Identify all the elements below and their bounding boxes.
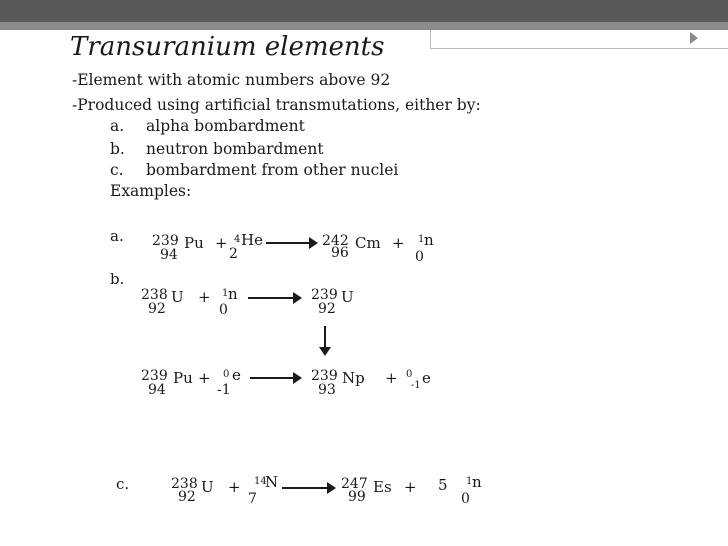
examples-label: Examples:: [110, 182, 192, 200]
cm-symbol: Cm: [355, 234, 381, 252]
plus-sign: +: [198, 288, 211, 306]
plus-sign: +: [392, 234, 405, 252]
reaction-arrow-icon: [248, 297, 300, 299]
neutron-symbol: n: [228, 285, 238, 303]
n14-mass: 14: [254, 476, 267, 487]
u238-mass: 238: [141, 287, 168, 303]
neutron-coefficient: 5: [438, 476, 448, 494]
equation-b-label: b.: [110, 270, 125, 288]
cm242-number: 96: [331, 245, 349, 261]
n14-number: 7: [248, 491, 257, 507]
method-item-nuclei: [110, 161, 398, 179]
np-symbol: Np: [342, 369, 365, 387]
neutron-mass: 1: [418, 234, 425, 245]
u239-mass: 239: [311, 287, 338, 303]
u238-mass: 238: [171, 476, 198, 492]
pu239-mass: 239: [152, 233, 179, 249]
electron-number: -1: [217, 382, 231, 398]
es-symbol: Es: [373, 478, 392, 496]
neutron-number: 0: [415, 249, 424, 265]
pu239-number: 94: [160, 247, 178, 263]
decay-arrow-icon: [324, 326, 326, 354]
es247-number: 99: [348, 489, 366, 505]
bullet-produced-by: -Produced using artificial transmutations, either by:: [72, 96, 481, 114]
u238-number: 92: [178, 489, 196, 505]
plus-sign: +: [215, 234, 228, 252]
neutron-number: 0: [461, 491, 470, 507]
u-symbol: U: [341, 288, 354, 306]
method-text: bombardment from other nuclei: [146, 161, 399, 179]
he-symbol: He: [241, 231, 263, 249]
equation-c-label: c.: [116, 475, 130, 493]
electron-mass: 0: [406, 369, 413, 380]
neutron-number: 0: [219, 302, 228, 318]
header-corner-box: [430, 30, 728, 49]
pu239-number: 94: [148, 382, 166, 398]
electron-symbol: e: [232, 366, 241, 384]
neutron-symbol: n: [424, 231, 434, 249]
electron-number: -1: [411, 380, 421, 391]
header-bar: [0, 0, 728, 22]
method-item-neutron: [110, 140, 324, 158]
neutron-symbol: n: [472, 473, 482, 491]
plus-sign: +: [228, 478, 241, 496]
u-symbol: U: [171, 288, 184, 306]
method-text: neutron bombardment: [146, 140, 324, 158]
triangle-bullet-icon: [690, 32, 698, 44]
slide-title: Transuranium elements: [70, 32, 385, 62]
pu-symbol: Pu: [173, 369, 193, 387]
u239-number: 92: [318, 301, 336, 317]
np239-mass: 239: [311, 368, 338, 384]
es247-mass: 247: [341, 476, 368, 492]
electron-mass: 0: [223, 369, 230, 380]
reaction-arrow-icon: [282, 487, 334, 489]
bullet-atomic-numbers: -Element with atomic numbers above 92: [72, 71, 391, 89]
he4-mass: 4: [234, 234, 241, 245]
method-text: alpha bombardment: [146, 117, 305, 135]
plus-sign: +: [385, 369, 398, 387]
plus-sign: +: [404, 478, 417, 496]
neutron-mass: 1: [466, 476, 473, 487]
reaction-arrow-icon: [266, 242, 316, 244]
u238-number: 92: [148, 301, 166, 317]
u-symbol: U: [201, 478, 214, 496]
pu-symbol: Pu: [184, 234, 204, 252]
cm242-mass: 242: [322, 233, 349, 249]
method-marker: b.: [110, 140, 125, 158]
neutron-mass: 1: [222, 288, 229, 299]
np239-number: 93: [318, 382, 336, 398]
method-marker: c.: [110, 161, 124, 179]
pu239-mass: 239: [141, 368, 168, 384]
n-symbol: N: [265, 473, 279, 491]
plus-sign: +: [198, 369, 211, 387]
header-accent-bar: [0, 22, 728, 30]
method-marker: a.: [110, 117, 125, 135]
electron-symbol: e: [422, 369, 431, 387]
equation-a-label: a.: [110, 227, 124, 245]
reaction-arrow-icon: [250, 377, 300, 379]
he4-number: 2: [229, 246, 238, 262]
method-item-alpha: [110, 117, 305, 135]
